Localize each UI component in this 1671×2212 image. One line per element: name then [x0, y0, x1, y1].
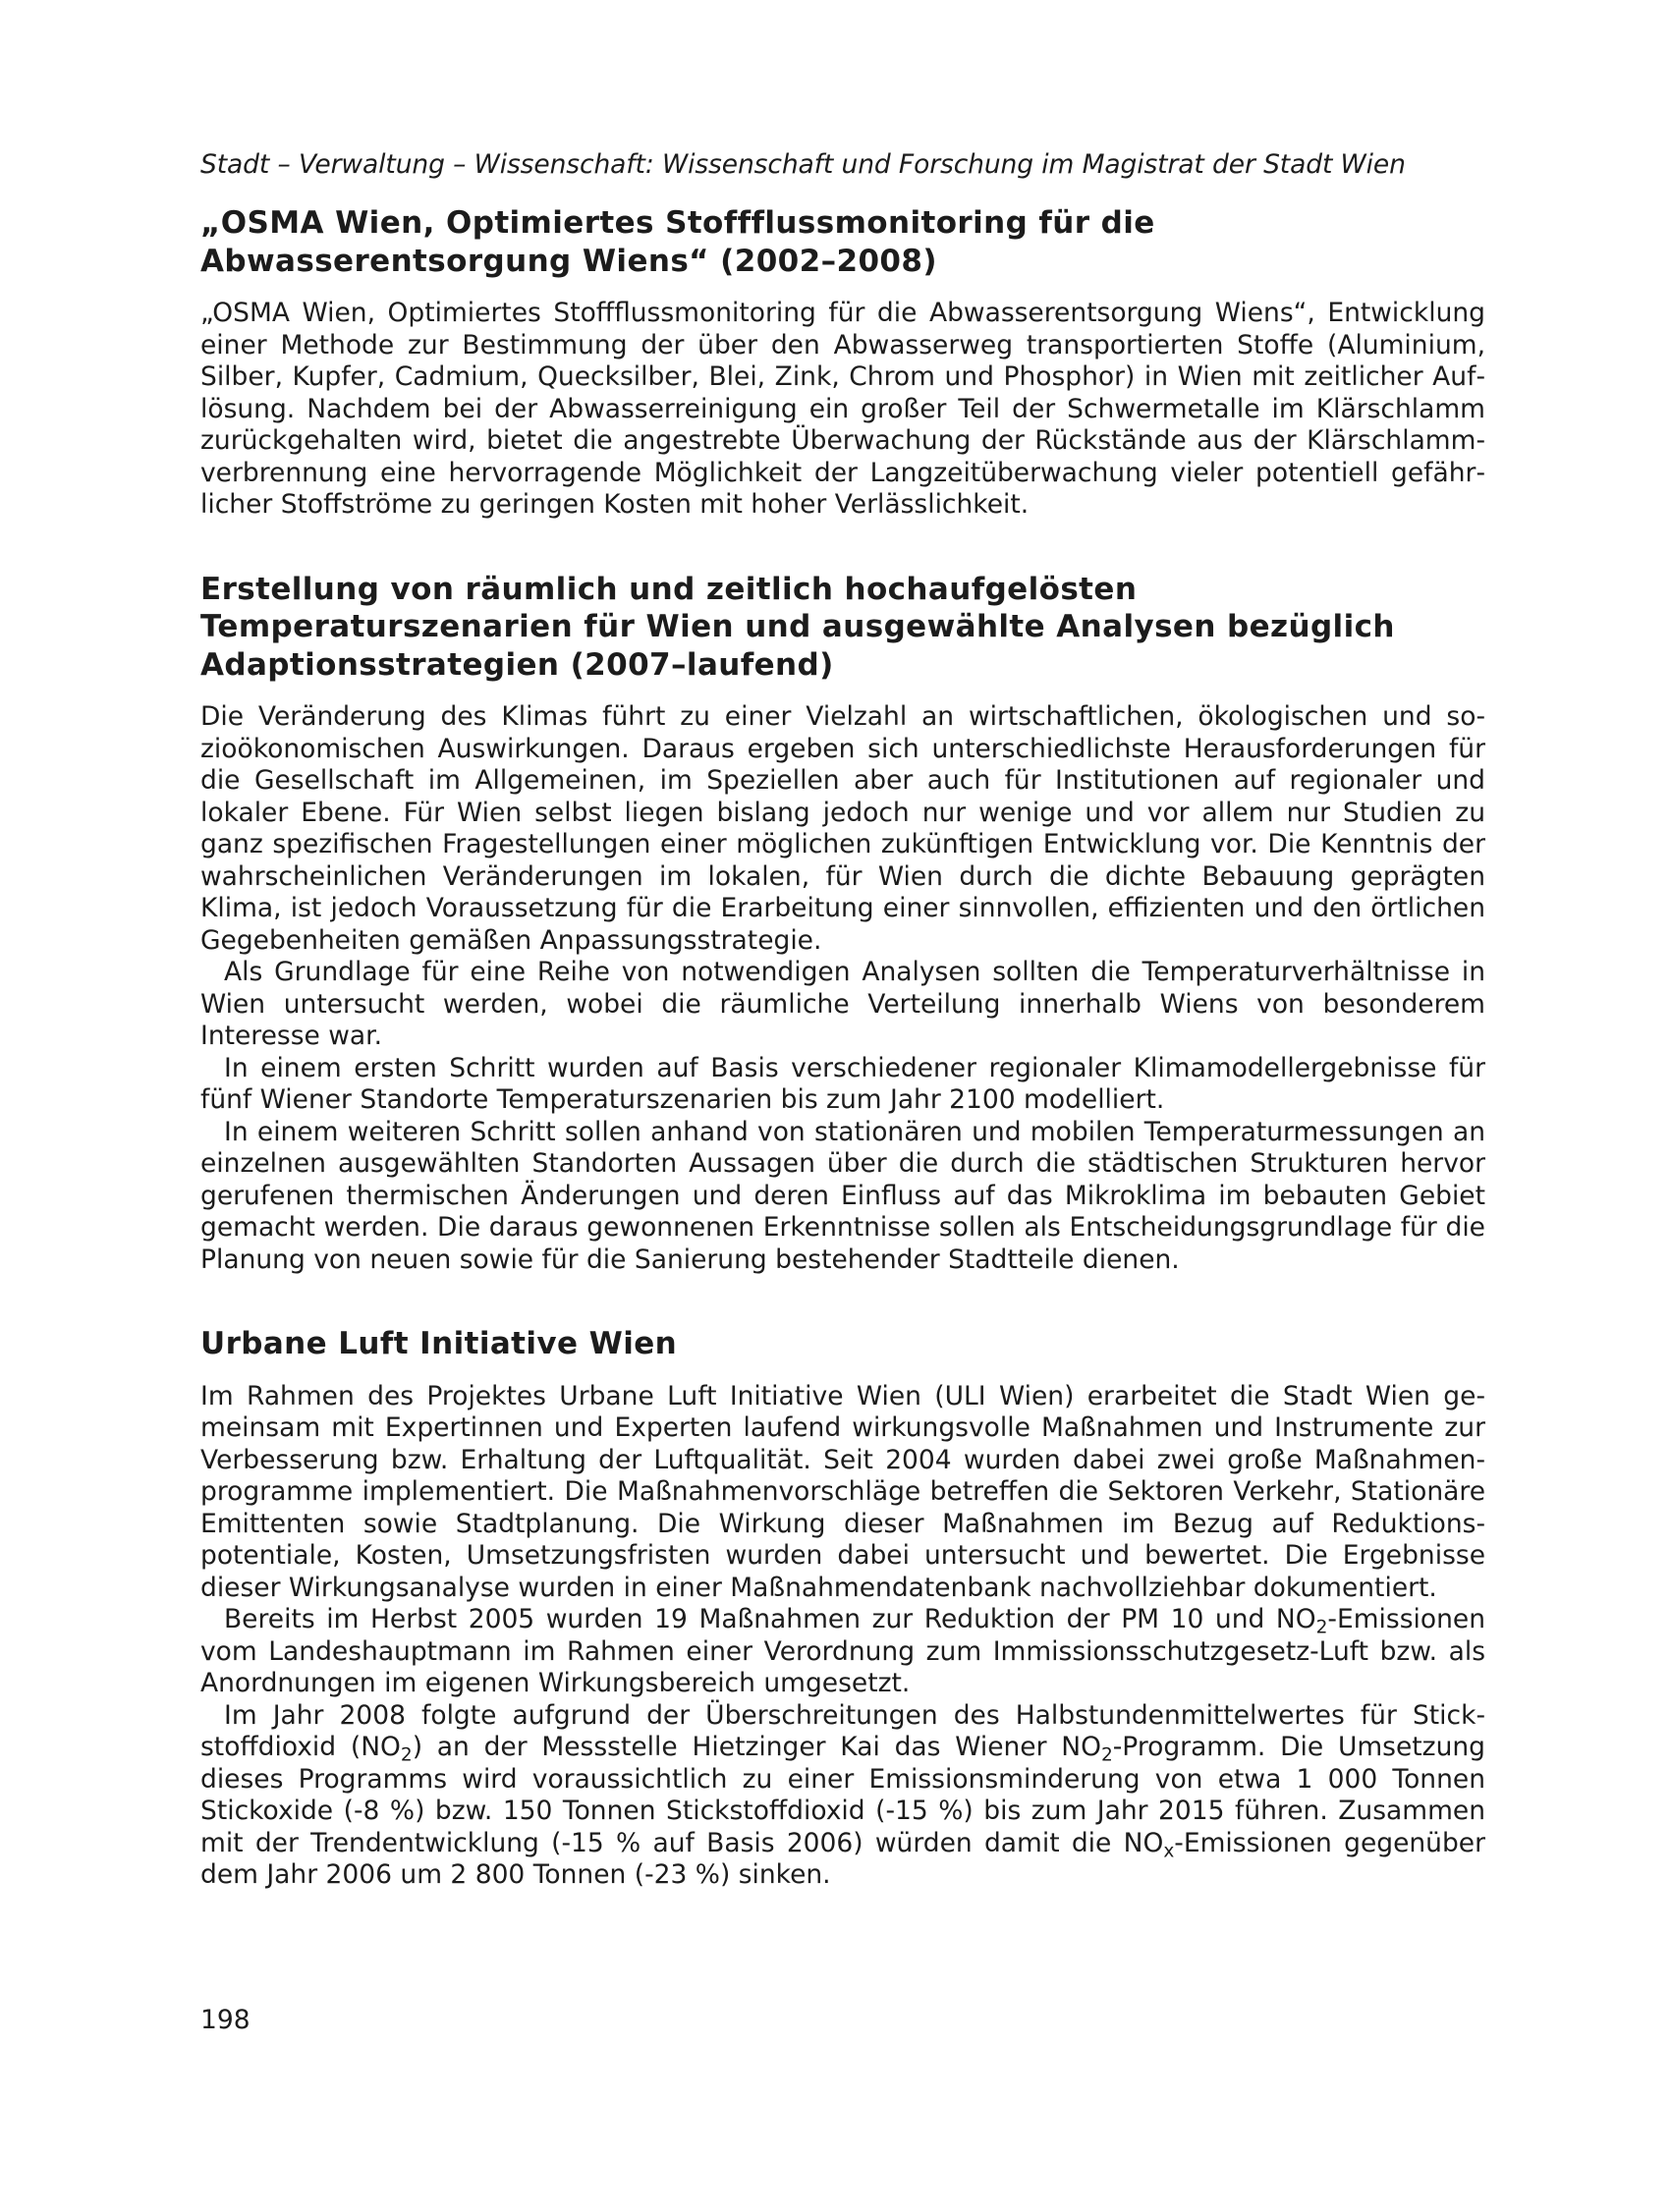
section-temperaturszenarien [200, 571, 1485, 1277]
section-urbane-luft [200, 1325, 1485, 1892]
text-run: Im Jahr 2008 folgte aufgrund der Überschreitungen des Halbstundenmittelwertes für Stickstoffdioxid (NO [200, 1699, 1485, 1762]
text-run: Bereits im Herbst 2005 wurden 19 Maßnahmen zur Reduktion der PM 10 und NO [224, 1604, 1316, 1634]
subscript: 2 [1315, 1617, 1328, 1638]
paragraph: „OSMA Wien, Optimiertes Stoffflussmonitoring für die Abwasserentsorgung Wiens“, Entwicklung einer Methode zur Bestimmung der über den Abwasserweg transportierten Stoffe (Aluminium, Silber, Kupfer, Cadmium, Quecksilber, Blei, Zink, Chrom und Phosphor) in Wien mit zeitlicher Auflösung. Nachdem bei der Abwasserreinigung ein großer Teil der Schwermetalle im Klärschlamm zurückgehalten wird, bietet die angestrebte Überwachung der Rückstände aus der Klärschlammverbrennung eine hervorragende Möglichkeit der Langzeitüberwachung vieler potentiell gefährlicher Stoffströme zu geringen Kosten mit hoher Verlässlichkeit. [200, 298, 1485, 520]
running-head: Stadt – Verwaltung – Wissenschaft: Wissenschaft und Forschung im Magistrat der Stadt Wien [200, 149, 1406, 180]
heading-line: Temperaturszenarien für Wien und ausgewählte Analysen bezüglich [200, 609, 1395, 644]
heading-line: Urbane Luft Initiative Wien [200, 1326, 678, 1361]
paragraph: Im Rahmen des Projektes Urbane Luft Initiative Wien (ULI Wien) erarbeitet die Stadt Wien gemeinsam mit Expertinnen und Experten laufend wirkungsvolle Maßnahmen und Instrumente zur Verbesserung bzw. Erhaltung der Luftqualität. Seit 2004 wurden dabei zwei große Maßnahmenprogramme implementiert. Die Maßnahmenvorschläge betreffen die Sektoren Verkehr, Stationäre Emittenten sowie Stadtplanung. Die Wirkung dieser Maßnahmen im Bezug auf Reduktionspotentiale, Kosten, Umsetzungsfristen wurden dabei untersucht und bewertet. Die Ergebnisse dieser Wirkungsanalyse wurden in einer Maßnahmendatenbank nachvollziehbar dokumentiert. [200, 1380, 1485, 1603]
section-osma [200, 204, 1485, 522]
heading-line: Erstellung von räumlich und zeitlich hochaufgelösten [200, 571, 1138, 607]
subscript: 2 [1100, 1744, 1113, 1766]
text-run: -Programm. Die Umsetzung dieses Programms wird voraussichtlich zu einer Emissionsminderung von etwa 1 000 Tonnen Stickoxide (-8 %) bzw. 150 Tonnen Stickstoffdioxid (-15 %) bis zum Jahr 2015 führen. Zusammen mit der Trendentwicklung (-15 % auf Basis 2006) würden damit die NO [200, 1732, 1485, 1858]
section-heading [200, 571, 1485, 685]
text-run: ) an der Messstelle Hietzinger Kai das Wiener NO [412, 1732, 1101, 1762]
page-content [200, 147, 1485, 1941]
heading-line: Abwasserentsorgung Wiens“ (2002–2008) [200, 243, 937, 279]
paragraph [200, 1700, 1485, 1892]
page-number: 198 [200, 2005, 251, 2035]
text-run: -Emissionen vom Landeshauptmann im Rahmen einer Verordnung zum Immissionsschutzgesetz-Luft bzw. als Anordnungen im eigenen Wirkungsbereich umgesetzt. [200, 1604, 1485, 1698]
paragraph: Als Grundlage für eine Reihe von notwendigen Analysen sollten die Temperaturverhältnisse in Wien untersucht werden, wobei die räumliche Verteilung innerhalb Wiens von besonderem Interesse war. [200, 957, 1485, 1051]
subscript: x [1163, 1841, 1175, 1862]
paragraph [200, 1604, 1485, 1700]
paragraph: In einem ersten Schritt wurden auf Basis verschiedener regionaler Klimamodellergebnisse für fünf Wiener Standorte Temperaturszenarien bis zum Jahr 2100 modelliert. [200, 1052, 1485, 1115]
text-run: -Emissionen gegenüber dem Jahr 2006 um 2 800 Tonnen (-23 %) sinken. [200, 1827, 1485, 1890]
paragraph: In einem weiteren Schritt sollen anhand von stationären und mobilen Temperaturmessungen an einzelnen ausgewählten Standorten Aussagen über die durch die städtischen Strukturen hervor gerufenen thermischen Änderungen und deren Einfluss auf das Mikroklima im bebauten Gebiet gemacht werden. Die daraus gewonnenen Erkenntnisse sollen als Entscheidungsgrundlage für die Planung von neuen sowie für die Sanierung bestehender Stadtteile dienen. [200, 1116, 1485, 1275]
heading-line: „OSMA Wien, Optimiertes Stoffflussmonitoring für die [200, 205, 1155, 241]
heading-line: Adaptionsstrategien (2007–laufend) [200, 646, 834, 683]
section-heading [200, 204, 1485, 280]
section-heading [200, 1325, 1485, 1363]
paragraph: Die Veränderung des Klimas führt zu einer Vielzahl an wirtschaftlichen, ökologischen und sozioökonomischen Auswirkungen. Daraus ergeben sich unterschiedlichste Herausforderungen für die Gesellschaft im Allgemeinen, im Speziellen aber auch für Institutionen auf regionaler und lokaler Ebene. Für Wien selbst liegen bislang jedoch nur wenige und vor allem nur Studien zu ganz spezifischen Fragestellungen einer möglichen zukünftigen Entwicklung vor. Die Kenntnis der wahrscheinlichen Veränderungen im lokalen, für Wien durch die dichte Bebauung geprägten Klima, ist jedoch Voraussetzung für die Erarbeitung einer sinnvollen, effizienten und den örtlichen Gegebenheiten gemäßen Anpassungsstrategie. [200, 701, 1485, 956]
subscript: 2 [400, 1744, 413, 1766]
